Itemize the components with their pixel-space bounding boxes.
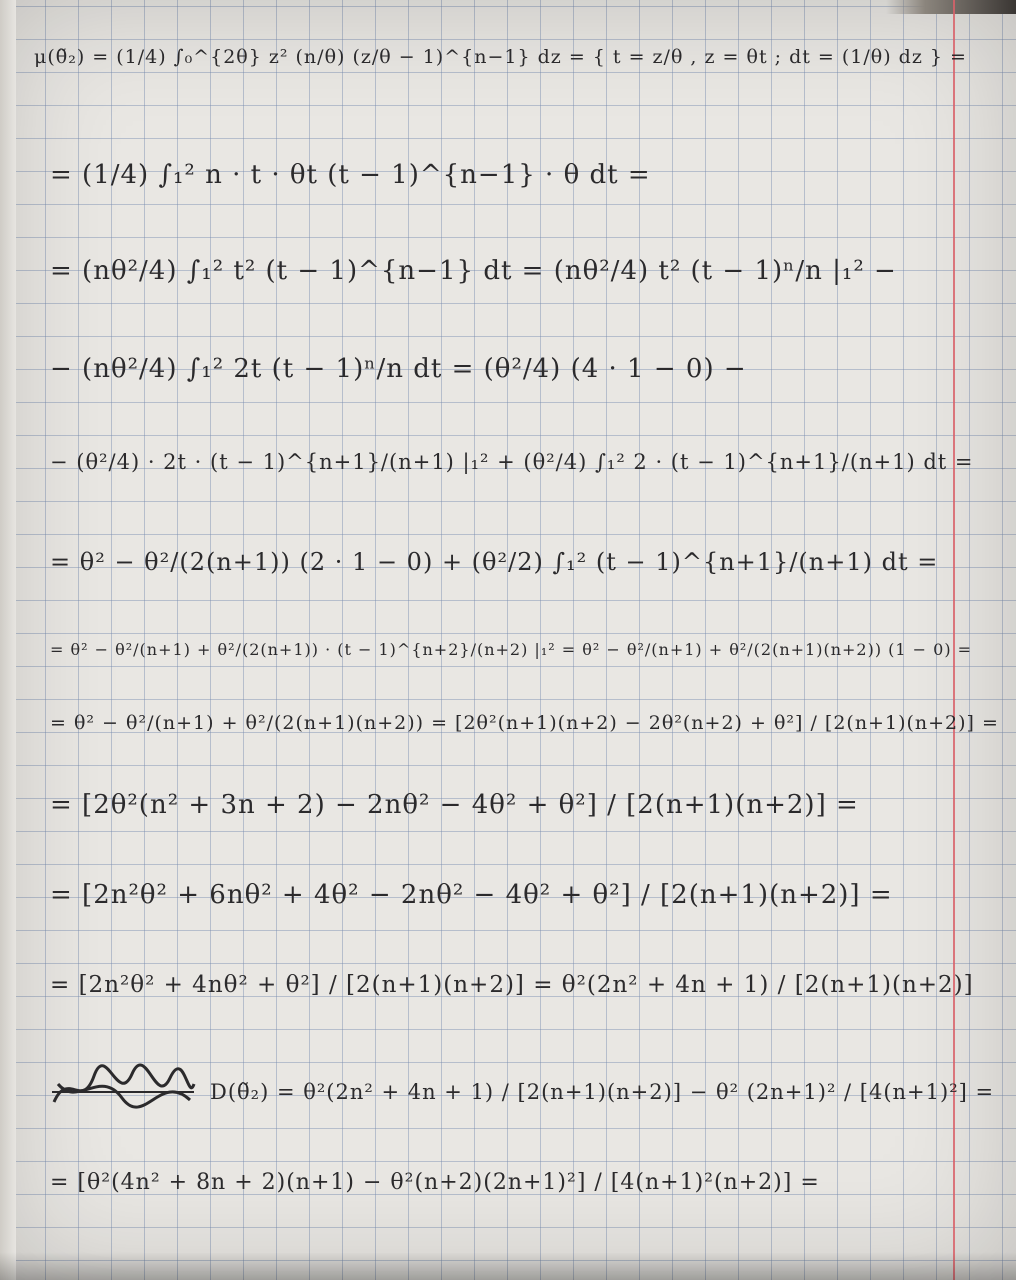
math-line-9: = [2θ²(n² + 3n + 2) − 2nθ² − 4θ² + θ²] / [2(n+1)(n+2)] =	[50, 790, 859, 820]
math-line-11: = [2n²θ² + 4nθ² + θ²] / [2(n+1)(n+2)] = θ²(2n² + 4n + 1) / [2(n+1)(n+2)]	[50, 972, 974, 998]
notebook-spine	[0, 0, 16, 1280]
math-line-5: − (θ²/4) · 2t · (t − 1)^{n+1}/(n+1) |₁² + (θ²/4) ∫₁² 2 · (t − 1)^{n+1}/(n+1) dt =	[50, 450, 974, 474]
page-corner-shadow	[886, 0, 1016, 14]
math-line-13: = [θ²(4n² + 8n + 2)(n+1) − θ²(n+2)(2n+1)²] / [4(n+1)²(n+2)] =	[50, 1170, 820, 1195]
page-bottom-shadow	[0, 1252, 1016, 1280]
math-line-8: = θ² − θ²/(n+1) + θ²/(2(n+1)(n+2)) = [2θ²(n+1)(n+2) − 2θ²(n+2) + θ²] / [2(n+1)(n+2)] =	[50, 712, 999, 734]
math-line-7: = θ² − θ²/(n+1) + θ²/(2(n+1)) · (t − 1)^{n+2}/(n+2) |₁² = θ² − θ²/(n+1) + θ²/(2(n+1)(n+2)) (1 − 0) =	[50, 640, 973, 659]
math-line-4: − (nθ²/4) ∫₁² 2t (t − 1)ⁿ/n dt = (θ²/4) (4 · 1 − 0) −	[50, 354, 747, 384]
math-line-6: = θ² − θ²/(2(n+1)) (2 · 1 − 0) + (θ²/2) ∫₁² (t − 1)^{n+1}/(n+1) dt =	[50, 548, 939, 576]
math-line-3: = (nθ²/4) ∫₁² t² (t − 1)^{n−1} dt = (nθ²/4) t² (t − 1)ⁿ/n |₁² −	[50, 256, 897, 286]
math-line-12: D(θ̃₂) = θ²(2n² + 4n + 1) / [2(n+1)(n+2)] − θ² (2n+1)² / [4(n+1)²] =	[210, 1080, 995, 1104]
math-line-10: = [2n²θ² + 6nθ² + 4θ² − 2nθ² − 4θ² + θ²] / [2(n+1)(n+2)] =	[50, 880, 893, 910]
crossed-out-scribble	[48, 1062, 198, 1114]
math-line-1: μ(θ̃₂) = (1/4) ∫₀^{2θ} z² (n/θ) (z/θ − 1)^{n−1} dz = { t = z/θ , z = θt ; dt = (1/θ) dz } =	[34, 46, 967, 68]
math-line-2: = (1/4) ∫₁² n · t · θt (t − 1)^{n−1} · θ dt =	[50, 160, 651, 190]
